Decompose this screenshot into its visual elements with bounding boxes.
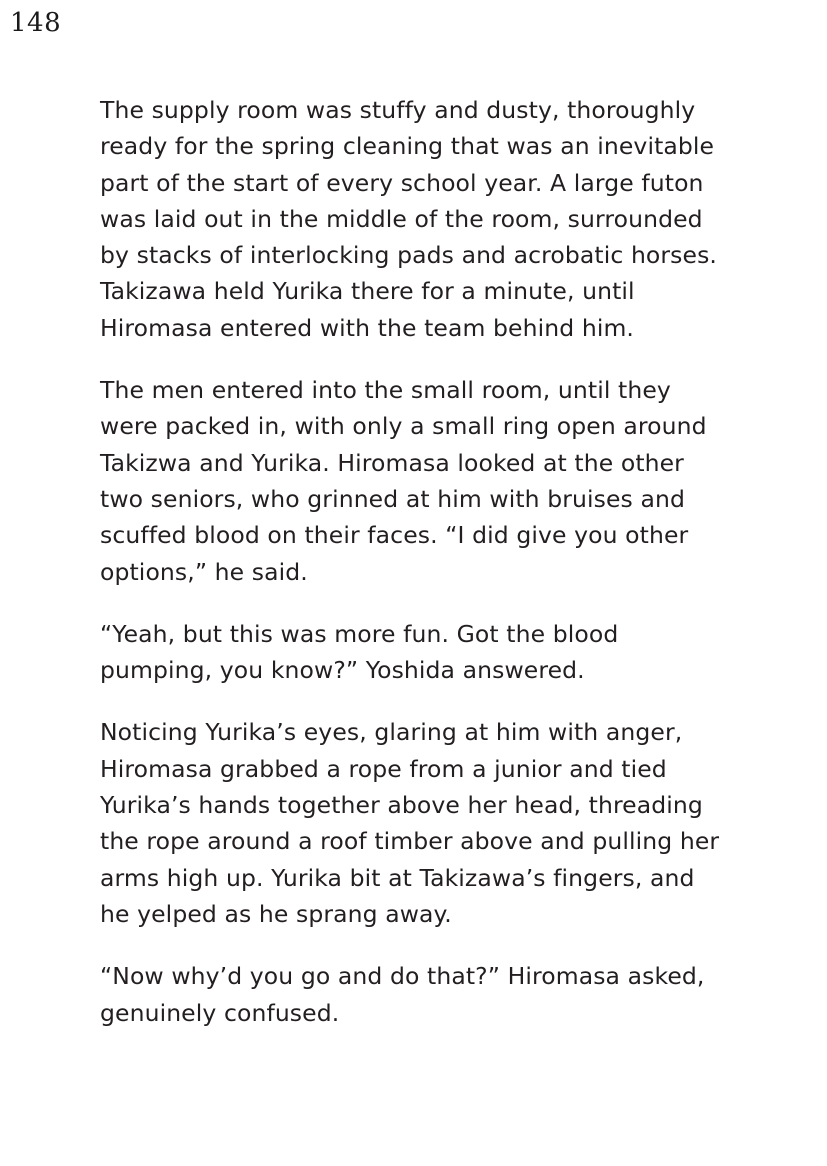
paragraph: Noticing Yurika’s eyes, glaring at him with anger, Hiromasa grabbed a rope from a junior and tied Yurika’s hands together above her head, threading the rope around a roof timber above and pulling her arms high up. Yurika bit at Takizawa’s fingers, and he yelped as he sprang away. xyxy=(100,718,720,928)
paragraph: The supply room was stuffy and dusty, thoroughly ready for the spring cleaning that was an inevitable part of the start of every school year. A large futon was laid out in the middle of the room, surrounded by stacks of interlocking pads and acrobatic horses. Takizawa held Yurika there for a minute, until Hiromasa entered with the team behind him. xyxy=(100,96,717,342)
paragraph: “Now why’d you go and do that?” Hiromasa asked, genuinely confused. xyxy=(100,962,705,1027)
paragraph: “Yeah, but this was more fun. Got the blood pumping, you know?” Yoshida answered. xyxy=(100,619,619,685)
page-body xyxy=(100,92,730,1031)
paragraph: The men entered into the small room, until they were packed in, with only a small ring open around Takizwa and Yurika. Hiromasa looked at the other two seniors, who grinned at him with bruises and scuffed blood on their faces. “I did give you other options,” he said. xyxy=(100,376,707,586)
page-number: 148 xyxy=(10,8,62,38)
